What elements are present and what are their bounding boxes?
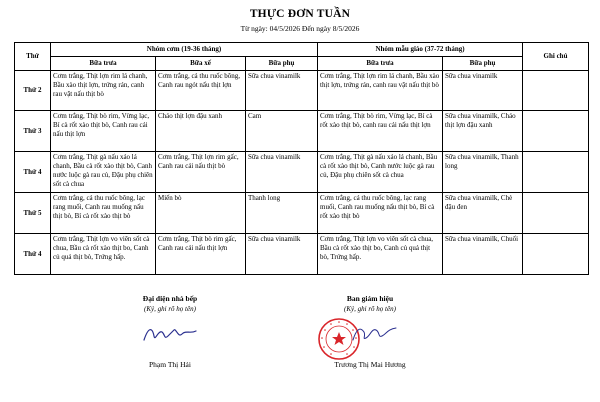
sub-nap-header: Bữa xế bbox=[156, 57, 246, 71]
day-cell: Thứ 5 bbox=[15, 193, 51, 234]
rice-lunch-cell: Cơm trắng, Thịt lợn rim lá chanh, Bầu xào thịt lợn, trứng rán, canh rau vặt nấu thịt bò bbox=[51, 71, 156, 111]
group-preschool-header: Nhóm mẫu giáo (37-72 tháng) bbox=[318, 43, 523, 57]
date-range: Từ ngày: 04/5/2026 Đến ngày 8/5/2026 bbox=[240, 24, 360, 33]
pre-lunch-cell: Cơm trắng, Thịt lợn rim lá chanh, Bầu xào thịt lợn, trứng rán, canh rau vặt nấu thịt bò bbox=[318, 71, 443, 111]
kitchen-signature-block bbox=[110, 294, 230, 313]
note-cell bbox=[523, 111, 589, 152]
rice-snack-cell: Sữa chua vinamilk bbox=[246, 71, 318, 111]
table-row bbox=[15, 111, 589, 152]
rice-nap-cell: Miến bò bbox=[156, 193, 246, 234]
rice-snack-cell: Sữa chua vinamilk bbox=[246, 234, 318, 275]
pre-lunch-cell: Cơm trắng, Thịt gà nấu xáo lá chanh, Bầu cà rốt xào thịt bò, Canh nước luộc gà rau củ, Đậu phụ chiên sốt cà chua bbox=[318, 152, 443, 193]
board-signature-icon bbox=[350, 320, 400, 346]
kitchen-note: (Ký, ghi rõ họ tên) bbox=[144, 305, 196, 313]
board-name: Trương Thị Mai Hương bbox=[334, 360, 406, 369]
pre-snack-cell: Sữa chua vinamilk, Cháo thịt lợn đậu xanh bbox=[443, 111, 523, 152]
menu-table bbox=[14, 42, 589, 275]
pre-snack-cell: Sữa chua vinamilk bbox=[443, 71, 523, 111]
pre-lunch-cell: Cơm trắng, Thịt bò rim, Vừng lạc, Bí cà rốt xào thịt bò, canh rau cải nấu thịt lợn bbox=[318, 111, 443, 152]
sub-snack-preschool-header: Bữa phụ bbox=[443, 57, 523, 71]
rice-lunch-cell: Cơm trắng, Thịt lợn vo viên sốt cà chua, Bầu cà rốt xào thịt bo, Canh củ quả thịt bò, Trứng hấp. bbox=[51, 234, 156, 275]
page-title: THỰC ĐƠN TUẦN bbox=[249, 8, 351, 20]
rice-nap-cell: Cháo thịt lợn đậu xanh bbox=[156, 111, 246, 152]
day-cell: Thứ 2 bbox=[15, 71, 51, 111]
kitchen-name: Phạm Thị Hải bbox=[149, 360, 191, 369]
pre-snack-cell: Sữa chua vinamilk, Thanh long bbox=[443, 152, 523, 193]
sub-lunch-preschool-header: Bữa trưa bbox=[318, 57, 443, 71]
sub-snack-header: Bữa phụ bbox=[246, 57, 318, 71]
note-cell bbox=[523, 193, 589, 234]
table-row bbox=[15, 234, 589, 275]
rice-lunch-cell: Cơm trắng, cá thu ruốc bông, lạc rang muối, Canh rau muống nấu thịt bò, Bí cà rốt xào thịt bò bbox=[51, 193, 156, 234]
day-cell: Thứ 3 bbox=[15, 111, 51, 152]
rice-nap-cell: Cơm trắng, cá thu ruốc bông, Canh rau ngót nấu thịt lợn bbox=[156, 71, 246, 111]
rice-nap-cell: Cơm trắng, Thịt bò rim gấc, Canh rau cải nấu thịt lợn bbox=[156, 234, 246, 275]
note-cell bbox=[523, 152, 589, 193]
rice-snack-cell: Thanh long bbox=[246, 193, 318, 234]
note-cell bbox=[523, 234, 589, 275]
rice-lunch-cell: Cơm trắng, Thịt bò rim, Vừng lạc, Bí cà rốt xào thịt bò, Canh rau cải nấu thịt lợn bbox=[51, 111, 156, 152]
note-cell bbox=[523, 71, 589, 111]
col-note-header: Ghi chú bbox=[523, 43, 589, 71]
day-cell: Thứ 4 bbox=[15, 152, 51, 193]
rice-snack-cell: Sữa chua vinamilk bbox=[246, 152, 318, 193]
col-day-header: Thứ bbox=[15, 43, 51, 71]
rice-nap-cell: Cơm trắng, Thịt lợn rim gấc, Canh rau cải nấu thịt bò bbox=[156, 152, 246, 193]
table-row bbox=[15, 152, 589, 193]
kitchen-signature-icon bbox=[140, 322, 200, 346]
board-note: (Ký, ghi rõ họ tên) bbox=[344, 305, 396, 313]
kitchen-role: Đại diện nhà bếp bbox=[142, 294, 198, 303]
sub-lunch-header: Bữa trưa bbox=[51, 57, 156, 71]
board-role: Ban giám hiệu bbox=[346, 294, 394, 303]
pre-snack-cell: Sữa chua vinamilk, Chè đậu đen bbox=[443, 193, 523, 234]
board-signature-block bbox=[300, 294, 440, 313]
pre-lunch-cell: Cơm trắng, cá thu ruốc bông, lạc rang muối, Canh rau muống nấu thịt bò, Bí cà rốt xào thịt bò bbox=[318, 193, 443, 234]
table-row bbox=[15, 71, 589, 111]
pre-snack-cell: Sữa chua vinamilk, Chuối bbox=[443, 234, 523, 275]
table-row bbox=[15, 193, 589, 234]
group-rice-header: Nhóm cơm (19-36 tháng) bbox=[51, 43, 318, 57]
rice-lunch-cell: Cơm trắng, Thịt gà nấu xáo lá chanh, Bầu cà rốt xào thịt bò, Canh nước luộc gà rau củ, Đậu phụ chiên sốt cà chua bbox=[51, 152, 156, 193]
pre-lunch-cell: Cơm trắng, Thịt lợn vo viên sốt cà chua, Bầu cà rốt xào thịt bo, Canh củ quả thịt bò, Trứng hấp. bbox=[318, 234, 443, 275]
rice-snack-cell: Cam bbox=[246, 111, 318, 152]
day-cell: Thứ 4 bbox=[15, 234, 51, 275]
